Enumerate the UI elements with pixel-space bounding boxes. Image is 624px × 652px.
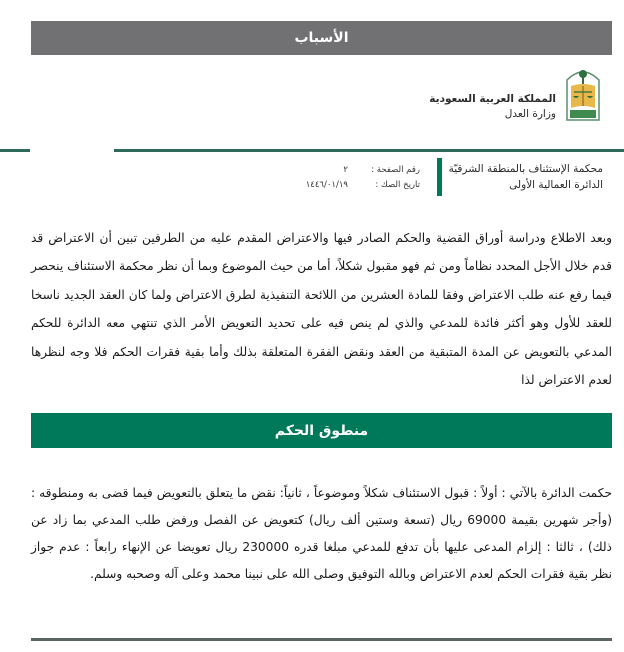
reasons-section-header	[31, 21, 612, 55]
deed-date-row	[300, 178, 420, 193]
deed-date-label: تاريخ الصك :	[375, 180, 420, 190]
ministry-name-block	[429, 92, 556, 122]
verdict-title: منطوق الحكم	[274, 422, 369, 439]
deed-date-value: ١٤٤٦/٠١/١٩	[305, 180, 348, 190]
reasons-paragraph: وبعد الاطلاع ودراسة أوراق القضية والحكم الصادر فيها والاعتراض المقدم عليه من الطرفين تبين أن الاعتراض قد قدم خلال الأجل المحدد نظاماً ومن ثم فهو مقبول شكلاً، أما من حيث الموضوع وبما أن نظر محكمة الاستئناف ينحصر فيما رفع عنه طلب الاعتراض وفقا للمادة العشرين من اللائحة التنفيذية لطرق الاعتراض ولما كان العقد الجديد ناسخا للعقد للأول وهو أكثر فائدة للمدعي والذي لم ينص فيه على تحديد التعويض الأمر الذي تنتهي معه الدائرة للحكم المدعي بالتعويض عن المدة المتبقية من العقد ونقض الفقرة المتعلقة بذلك وأما بقية فقرات الحكم فلا وجه لنظرها لعدم الاعتراض لذا	[31, 231, 612, 388]
court-name: محكمة الإستئناف بالمنطقة الشرقيّة	[448, 163, 603, 175]
court-info	[449, 161, 603, 193]
circuit-name: الدائرة العمالية الأولى	[509, 179, 603, 191]
verdict-paragraph: حكمت الدائرة بالآتي : أولاً : قبول الاستئناف شكلاً وموضوعاً ، ثانياً: نقض ما يتعلق بالتعويض فيما قضى به ومنطوقه : (وأجر شهرين بقيمة 69000 ريال (تسعة وستين ألف ريال) كتعويض عن الفصل ورفض طلب المدعي بما زاد عن ذلك) ، ثالثا : إلزام المدعى عليها بأن تدفع للمدعي مبلغا قدره 230000 ريال تعويضا عن الإنهاء رابعاً : عدم جواز نظر بقية فقرات الحكم لعدم الاعتراض وبالله التوفيق وصلى الله على نبينا محمد وعلى آله وصحبه وسلم.	[31, 486, 612, 581]
reasons-title: الأسباب	[294, 30, 349, 46]
page-number-value: ٢	[343, 165, 348, 175]
country-name: المملكة العربية السعودية	[429, 93, 556, 105]
page-number-row	[300, 163, 420, 178]
footer-divider	[31, 638, 612, 641]
ministry-name: وزارة العدل	[504, 108, 556, 120]
page-number-label: رقم الصفحة :	[371, 165, 420, 175]
header-divider	[114, 149, 624, 152]
verdict-section-header	[31, 413, 612, 448]
ministry-emblem-icon	[565, 68, 601, 122]
header-divider-left	[0, 149, 30, 152]
court-info-separator	[437, 158, 442, 196]
document-meta	[300, 163, 420, 193]
